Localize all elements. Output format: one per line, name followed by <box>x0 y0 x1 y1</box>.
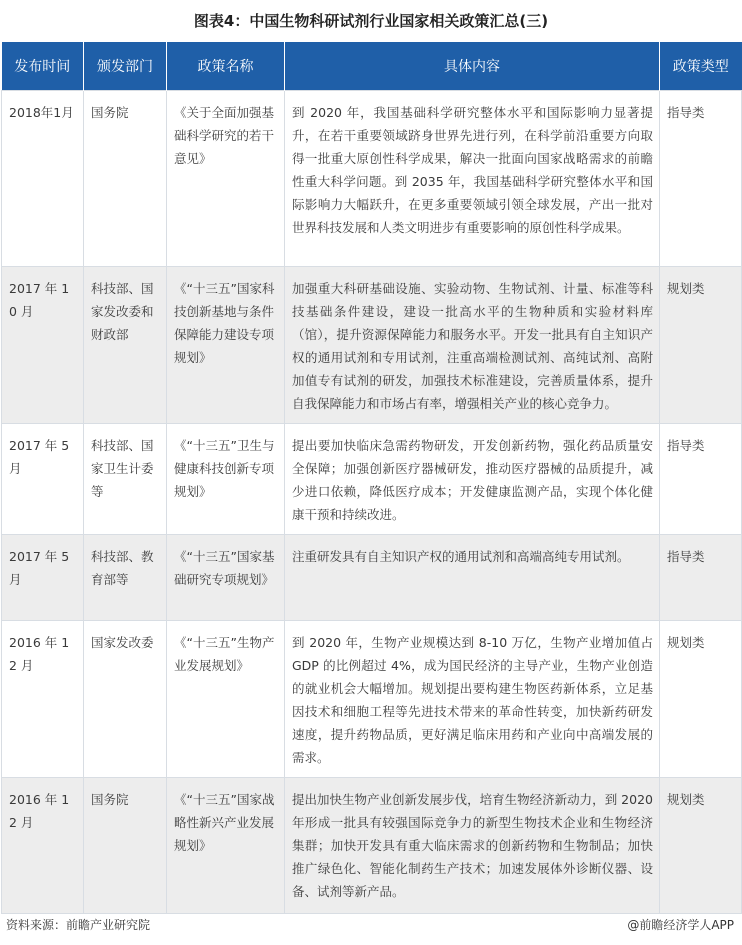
cell-content: 到 2020 年，生物产业规模达到 8-10 万亿，生物产业增加值占 GDP 的比例超过 4%，成为国民经济的主导产业，生物产业创造的就业机会大幅增加。规划提出要构建生物医药新体系，立足基因技术和细胞工程等先进技术带来的革命性转变，加快新药研发速度，提升药物品质，更好满足临床用药和产业向中高端发展的需求。 <box>285 621 660 778</box>
cell-date: 2017 年 5 月 <box>2 535 84 621</box>
cell-date: 2017 年 10 月 <box>2 267 84 424</box>
table-row <box>2 621 742 778</box>
cell-type: 规划类 <box>660 267 742 424</box>
cell-type: 规划类 <box>660 621 742 778</box>
column-header-content: 具体内容 <box>285 42 660 91</box>
table-row <box>2 91 742 267</box>
cell-type: 指导类 <box>660 424 742 535</box>
cell-policy: 《“十三五”生物产业发展规划》 <box>167 621 285 778</box>
cell-date: 2017 年 5 月 <box>2 424 84 535</box>
chart-title: 图表4：中国生物科研试剂行业国家相关政策汇总(三) <box>193 12 549 30</box>
source-note: 资料来源：前瞻产业研究院 <box>6 918 151 932</box>
cell-department: 科技部、国家卫生计委等 <box>84 424 167 535</box>
cell-content: 提出要加快临床急需药物研发，开发创新药物，强化药品质量安全保障；加强创新医疗器械研发，推动医疗器械的品质提升，减少进口依赖，降低医疗成本；开发健康监测产品，实现个体化健康干预和持续改进。 <box>285 424 660 535</box>
cell-type: 规划类 <box>660 778 742 914</box>
table-row <box>2 424 742 535</box>
cell-department: 国务院 <box>84 91 167 267</box>
cell-department: 科技部、教育部等 <box>84 535 167 621</box>
cell-policy: 《“十三五”卫生与健康科技创新专项规划》 <box>167 424 285 535</box>
cell-department: 科技部、国家发改委和财政部 <box>84 267 167 424</box>
cell-content: 注重研发具有自主知识产权的通用试剂和高端高纯专用试剂。 <box>285 535 660 621</box>
cell-type: 指导类 <box>660 91 742 267</box>
column-header-type: 政策类型 <box>660 42 742 91</box>
cell-content: 加强重大科研基础设施、实验动物、生物试剂、计量、标准等科技基础条件建设，建设一批高水平的生物种质和实验材料库（馆），提升资源保障能力和服务水平。开发一批具有自主知识产权的通用试剂和专用试剂，注重高端检测试剂、高纯试剂、高附加值专有试剂的研发，加强技术标准建设，完善质量体系，提升自我保障能力和市场占有率，增强相关产业的核心竞争力。 <box>285 267 660 424</box>
cell-content: 提出加快生物产业创新发展步伐，培育生物经济新动力，到 2020 年形成一批具有较强国际竞争力的新型生物技术企业和生物经济集群；加快开发具有重大临床需求的创新药物和生物制品；加快推广绿色化、智能化制药生产技术；加速发展体外诊断仪器、设备、试剂等新产品。 <box>285 778 660 914</box>
column-header-department: 颁发部门 <box>84 42 167 91</box>
cell-policy: 《“十三五”国家基础研究专项规划》 <box>167 535 285 621</box>
cell-content: 到 2020 年，我国基础科学研究整体水平和国际影响力显著提升，在若干重要领域跻身世界先进行列，在科学前沿重要方向取得一批重大原创性科学成果，解决一批面向国家战略需求的前瞻性重大科学问题。到 2035 年，我国基础科学研究整体水平和国际影响力大幅跃升，在更多重要领域引领全球发展，产出一批对世界科技发展和人类文明进步有重要影响的原创性科学成果。 <box>285 91 660 267</box>
cell-date: 2016 年 12 月 <box>2 778 84 914</box>
brand-label: @前瞻经济学人APP <box>627 918 734 932</box>
column-header-policy: 政策名称 <box>167 42 285 91</box>
policy-table <box>1 42 742 914</box>
table-row <box>2 267 742 424</box>
cell-department: 国家发改委 <box>84 621 167 778</box>
cell-policy: 《“十三五”国家战略性新兴产业发展规划》 <box>167 778 285 914</box>
table-header-row <box>2 42 742 91</box>
cell-department: 国务院 <box>84 778 167 914</box>
cell-policy: 《“十三五”国家科技创新基地与条件保障能力建设专项规划》 <box>167 267 285 424</box>
table-row <box>2 778 742 914</box>
column-header-date: 发布时间 <box>2 42 84 91</box>
table-row <box>2 535 742 621</box>
cell-type: 指导类 <box>660 535 742 621</box>
cell-date: 2016 年 12 月 <box>2 621 84 778</box>
cell-date: 2018年1月 <box>2 91 84 267</box>
cell-policy: 《关于全面加强基础科学研究的若干意见》 <box>167 91 285 267</box>
